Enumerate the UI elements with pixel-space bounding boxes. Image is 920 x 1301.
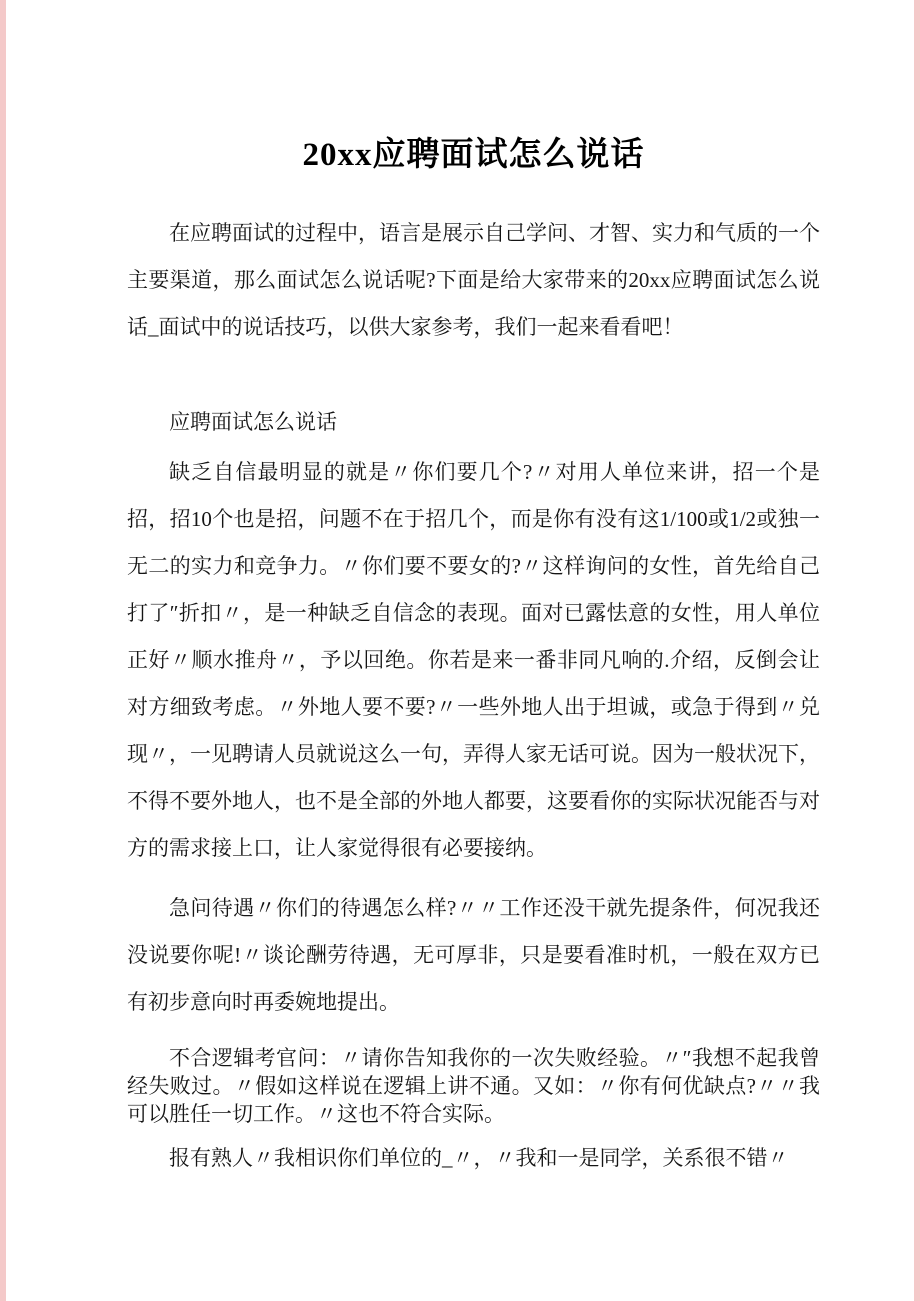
- document-content: [127, 0, 820, 1172]
- left-page-edge-bar: [0, 0, 6, 1301]
- paragraph-asking-salary: 急问待遇〃你们的待遇怎么样?〃〃工作还没干就先提条件，何况我还没说要你呢!〃谈论酬劳待遇，无可厚非，只是要看准时机，一般在双方已有初步意向时再委婉地提出。: [127, 896, 820, 1014]
- paragraph-illogical-answers: 不合逻辑考官问：〃请你告知我你的一次失败经验。〃″我想不起我曾经失败过。〃假如这样说在逻辑上讲不通。又如：〃你有何优缺点?〃〃我可以胜任一切工作。〃这也不符合实际。: [127, 1046, 820, 1126]
- document-title: 20xx应聘面试怎么说话: [302, 137, 645, 173]
- paragraph-name-dropping: 报有熟人〃我相识你们单位的_〃，〃我和一是同学，关系很不错〃: [169, 1146, 789, 1170]
- intro-paragraph: 在应聘面试的过程中，语言是展示自己学问、才智、实力和气质的一个主要渠道，那么面试怎么说话呢?下面是给大家带来的20xx应聘面试怎么说话_面试中的说话技巧，以供大家参考，我们一起来看看吧！: [127, 221, 820, 339]
- section-heading: 应聘面试怎么说话: [169, 410, 337, 434]
- right-page-edge-bar: [914, 0, 920, 1301]
- paragraph-lack-of-confidence: 缺乏自信最明显的就是〃你们要几个?〃对用人单位来讲，招一个是招，招10个也是招，问题不在于招几个，而是你有没有这1/100或1/2或独一无二的实力和竞争力。〃你们要不要女的?〃这样询问的女性，首先给自己打了″折扣〃，是一种缺乏自信念的表现。面对已露怯意的女性，用人单位正好〃顺水推舟〃，予以回绝。你若是来一番非同凡响的.介绍，反倒会让对方细致考虑。〃外地人要不要?〃一些外地人出于坦诚，或急于得到〃兑现〃，一见聘请人员就说这么一句，弄得人家无话可说。因为一般状况下，不得不要外地人，也不是全部的外地人都要，这要看你的实际状况能否与对方的需求接上口，让人家觉得很有必要接纳。: [127, 460, 820, 860]
